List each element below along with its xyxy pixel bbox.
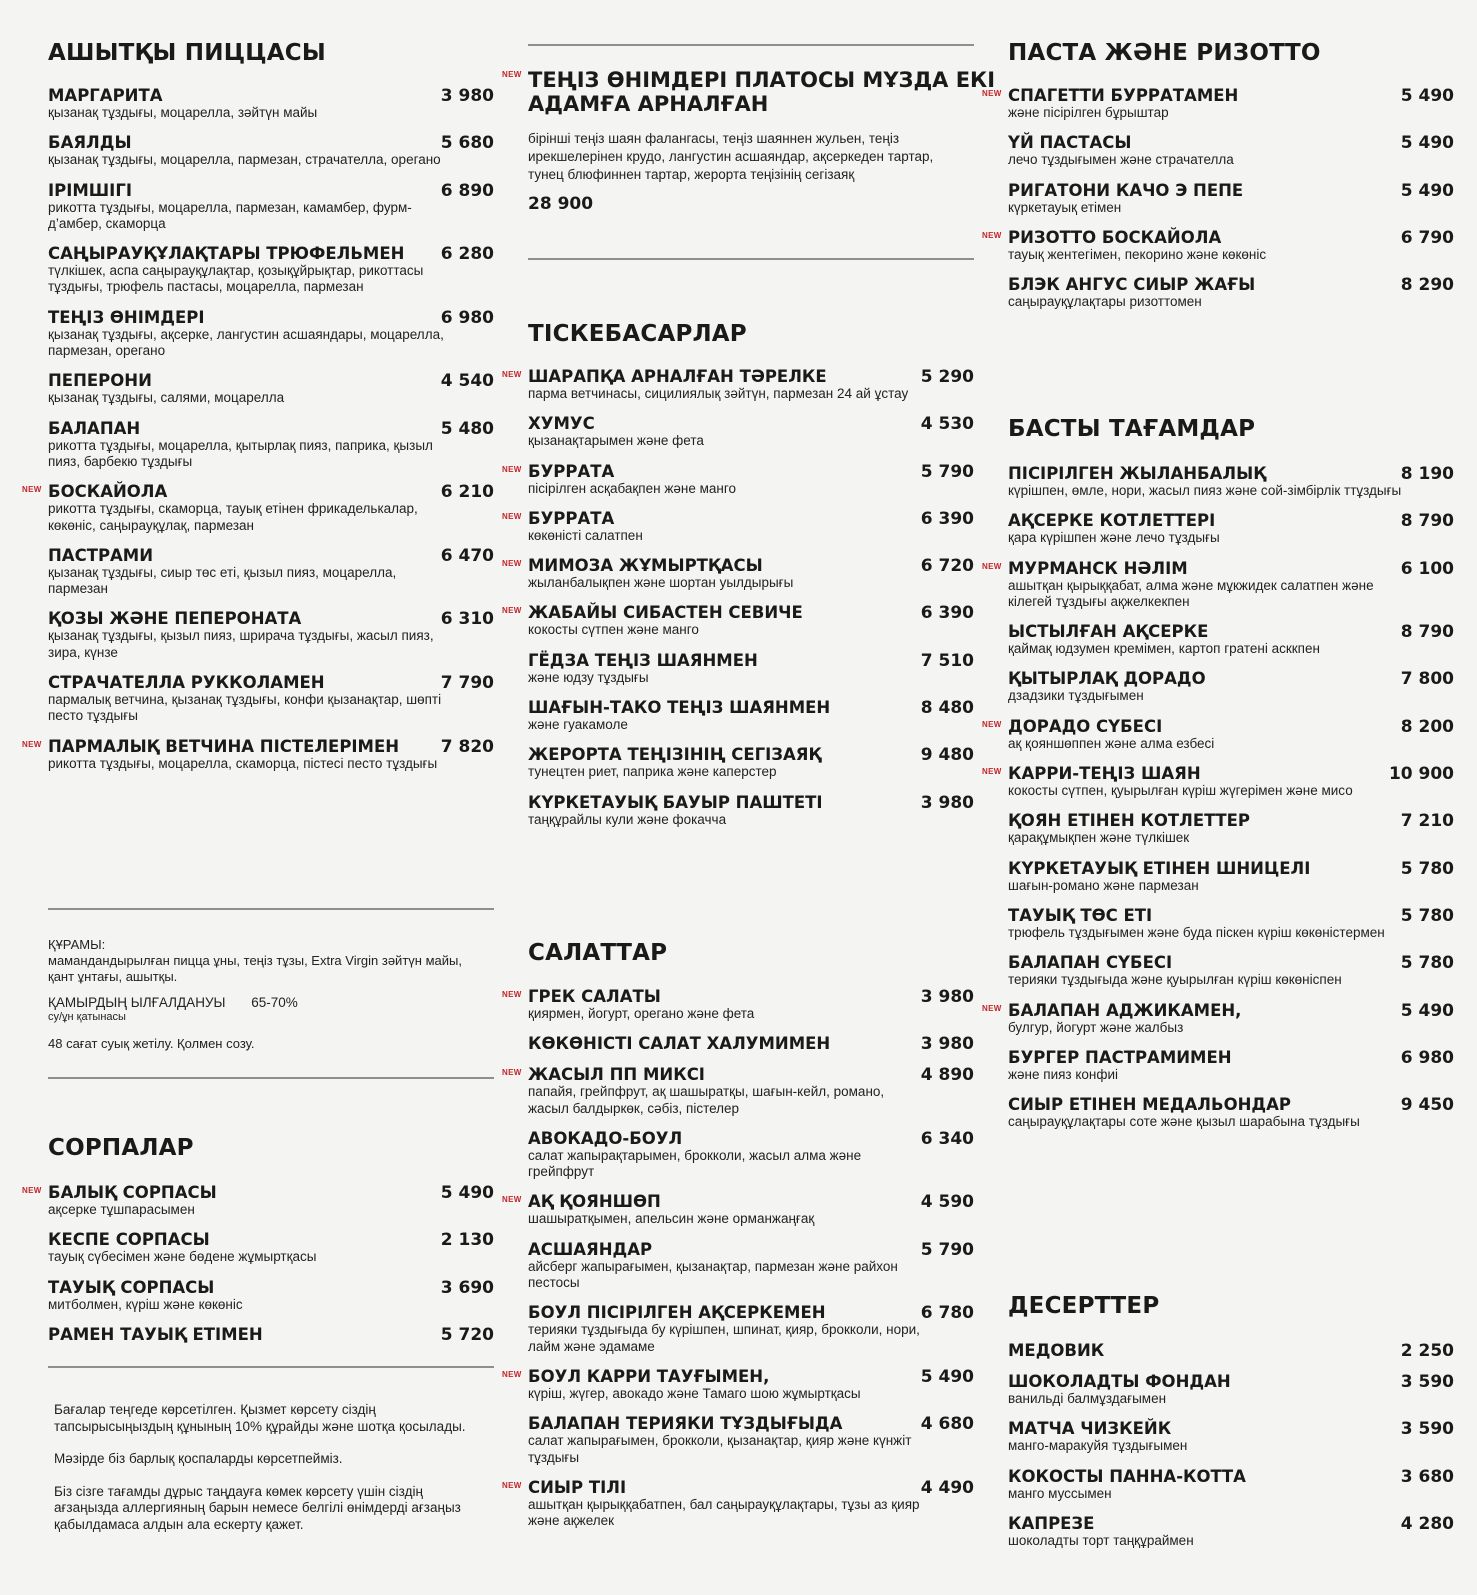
section-title-mains: БАСТЫ ТАҒАМДАР — [1008, 416, 1256, 442]
menu-item — [528, 1241, 974, 1292]
menu-item-name: РИЗОТТО БОСКАЙОЛА — [1008, 227, 1222, 247]
menu-item-name: ҚОЯН ЕТІНЕН КОТЛЕТТЕР — [1008, 811, 1250, 831]
menu-item-description: пісірілген асқабақпен және манго — [528, 480, 736, 496]
menu-item-description: және гуакамоле — [528, 717, 628, 733]
menu-item — [502, 1192, 974, 1227]
menu-item-name: ПАРМАЛЫҚ ВЕТЧИНА ПІСТЕЛЕРІМЕН — [48, 736, 400, 756]
menu-item-description: қызанақ тұздығы, моцарелла, зәйтүн майы — [48, 105, 318, 120]
menu-item-price: 3 980 — [920, 987, 974, 1007]
menu-item-price: 6 790 — [1400, 227, 1454, 248]
menu-item — [982, 764, 1454, 799]
menu-item-price: 6 210 — [440, 482, 494, 503]
new-badge: NEW — [982, 89, 1002, 98]
menu-item-description: түлкішек, аспа саңырауқұлақтар, қозықұйрықтар, рикоттасы тұздығы, трюфель пастасы, моцарелла, пармезан — [48, 263, 424, 295]
menu-item — [48, 245, 494, 296]
menu-item-name: БОСКАЙОЛА — [48, 482, 168, 502]
menu-item-description: қарақұмықпен және түлкішек — [1008, 830, 1190, 846]
starters-list — [502, 367, 974, 828]
menu-item-name: АСШАЯНДАР — [528, 1239, 653, 1259]
section-title-desserts: ДЕСЕРТТЕР — [1008, 1293, 1160, 1319]
new-badge: NEW — [982, 230, 1002, 240]
menu-item — [502, 556, 974, 591]
menu-item-name: БАЯЛДЫ — [48, 133, 132, 153]
menu-item-name: СИЫР ТІЛІ — [528, 1477, 627, 1497]
menu-item — [48, 182, 494, 233]
menu-item-name: МЕДОВИК — [1008, 1341, 1105, 1360]
new-badge: NEW — [22, 739, 42, 749]
menu-item-description: жыланбалықпен және шортан уылдырығы — [528, 575, 794, 591]
menu-item-price: 2 130 — [440, 1230, 494, 1251]
menu-item-name: МИМОЗА ЖҰМЫРТҚАСЫ — [528, 556, 763, 576]
menu-item-name: ПАСТРАМИ — [48, 545, 154, 565]
menu-item-price: 8 480 — [920, 698, 974, 719]
new-badge: NEW — [502, 990, 522, 999]
menu-item-name: ЫСТЫЛҒАН АҚСЕРКЕ — [1008, 622, 1209, 642]
proof-text: 48 сағат суық жетілу. Қолмен созу. — [48, 1036, 255, 1051]
menu-item-name: КАПРЕЗЕ — [1008, 1513, 1095, 1533]
composition-label: ҚҰРАМЫ: — [48, 937, 106, 952]
menu-item-description: папайя, грейпфрут, ақ шашыратқы, шағын-кейл, романо, жасыл балдыркөк, сәбіз, пістелер — [528, 1084, 885, 1116]
menu-item-price: 6 310 — [440, 609, 494, 630]
new-badge: NEW — [502, 1195, 522, 1205]
menu-item — [982, 227, 1454, 263]
divider — [528, 258, 974, 260]
menu-item-price: 5 290 — [920, 367, 974, 387]
menu-item-description: терияки тұздығыда және қуырылған күріш көкөніспен — [1008, 972, 1342, 988]
menu-item-name: СИЫР ЕТІНЕН МЕДАЛЬОНДАР — [1008, 1095, 1291, 1115]
menu-item-description: салат жапырағымен, брокколи, қызанақтар, қияр және күнжіт тұздығы — [528, 1433, 912, 1465]
menu-item-description: шағын-романо және пармезан — [1008, 877, 1199, 893]
composition-block — [48, 937, 478, 1052]
menu-item — [1008, 134, 1454, 168]
menu-item-price: 6 780 — [920, 1303, 974, 1324]
menu-item — [502, 508, 974, 544]
menu-item-description: ашытқан қырыққабатпен, бал саңырауқұлақтары, тұзы аз қияр және ақжелек — [528, 1496, 920, 1529]
menu-item-name: ТАУЫҚ ТӨС ЕТІ — [1008, 905, 1153, 925]
menu-item — [528, 1035, 974, 1053]
menu-item-name: РАМЕН ТАУЫҚ ЕТІМЕН — [48, 1324, 263, 1344]
menu-item — [1008, 1049, 1454, 1083]
menu-item — [1008, 860, 1454, 894]
menu-item-name: ГЁДЗА ТЕҢІЗ ШАЯНМЕН — [528, 650, 758, 670]
menu-item-description: қиярмен, йогурт, орегано және фета — [528, 1006, 755, 1021]
menu-item-name: РИГАТОНИ КАЧО Э ПЕПЕ — [1008, 180, 1244, 200]
menu-item — [22, 736, 494, 772]
menu-item-description: рикотта тұздығы, моцарелла, қытырлақ пияз, паприка, қызыл пияз, барбекю тұздығы — [48, 437, 433, 469]
menu-item-price: 3 590 — [1400, 1372, 1454, 1392]
menu-item-name: ҚЫТЫРЛАҚ ДОРАДО — [1008, 669, 1206, 689]
new-badge: NEW — [502, 1480, 522, 1490]
menu-item-price: 5 490 — [1400, 86, 1454, 106]
menu-item-price: 3 980 — [920, 792, 974, 813]
menu-item-description: кокосты сүтпен және манго — [528, 622, 699, 638]
section-title-soups: СОРПАЛАР — [48, 1135, 194, 1161]
divider — [48, 1366, 494, 1368]
menu-item — [528, 794, 974, 828]
menu-item-name: БАЛАПАН СҮБЕСІ — [1008, 953, 1173, 973]
menu-item-description: қызанақ тұздығы, салями, моцарелла — [48, 390, 285, 406]
new-badge: NEW — [982, 1003, 1002, 1013]
menu-item-description: дзадзики тұздығымен — [1008, 688, 1144, 704]
menu-item-price: 8 200 — [1400, 716, 1454, 737]
section-title-salads: САЛАТТАР — [528, 940, 668, 966]
menu-item-price: 4 890 — [920, 1065, 974, 1086]
menu-item-price: 8 790 — [1400, 622, 1454, 643]
divider — [528, 44, 974, 46]
menu-item — [502, 1477, 974, 1530]
divider — [48, 1077, 494, 1079]
menu-item — [982, 558, 1454, 611]
platter-price: 28 900 — [528, 194, 594, 214]
menu-item-name: МАРГАРИТА — [48, 86, 163, 105]
menu-item — [22, 1183, 494, 1218]
menu-item — [982, 716, 1454, 752]
menu-item-name: ПЕПЕРОНИ — [48, 371, 152, 391]
menu-item-description: тауық жентегімен, пекорино және көкөніс — [1008, 246, 1267, 262]
menu-item-price: 6 280 — [440, 244, 494, 265]
composition-text: мамандандырылған пицца ұны, теңіз тұзы, Extra Virgin зәйтүн майы, қант ұнтағы, ашытқы. — [48, 953, 462, 984]
menu-item — [528, 1130, 974, 1181]
menu-item-price: 6 390 — [920, 603, 974, 624]
menu-item-name: КӨКӨНІСТІ САЛАТ ХАЛУМИМЕН — [528, 1034, 831, 1054]
hydration-value: 65-70% — [251, 995, 298, 1010]
section-title-pizza: АШЫТҚЫ ПИЦЦАСЫ — [48, 40, 326, 66]
menu-item — [528, 746, 974, 780]
menu-item-price: 5 790 — [920, 1239, 974, 1260]
menu-item — [1008, 182, 1454, 216]
menu-item-price: 6 340 — [920, 1128, 974, 1149]
menu-item-description: қызанақ тұздығы, сиыр төс еті, қызыл пияз, моцарелла, пармезан — [48, 564, 397, 597]
menu-item — [1008, 812, 1454, 846]
menu-item — [502, 1065, 974, 1117]
menu-item-name: ШОКОЛАДТЫ ФОНДАН — [1008, 1372, 1231, 1391]
menu-item-name: АҚСЕРКЕ КОТЛЕТТЕРІ — [1008, 511, 1216, 531]
menu-item-price: 5 720 — [440, 1324, 494, 1345]
new-badge: NEW — [502, 370, 522, 379]
menu-item — [48, 372, 494, 406]
platter-title: ТЕҢІЗ ӨНІМДЕРІ ПЛАТОСЫ МҰЗДА ЕКІ АДАМҒА АРНАЛҒАН — [528, 68, 996, 116]
menu-item-name: БУРРАТА — [528, 461, 615, 481]
menu-item-name: АҚ ҚОЯНШӨП — [528, 1192, 661, 1212]
new-badge: NEW — [502, 606, 522, 616]
menu-item-price: 3 980 — [440, 86, 494, 106]
menu-item — [1008, 1468, 1454, 1502]
menu-item — [1008, 512, 1454, 546]
menu-item-price: 5 490 — [1400, 180, 1454, 201]
menu-item — [528, 652, 974, 686]
menu-item-name: КЕСПЕ СОРПАСЫ — [48, 1230, 210, 1250]
menu-item — [48, 134, 494, 168]
menu-item — [1008, 670, 1454, 704]
menu-item-description: күріш, жүгер, авокадо және Тамаго шою жұмыртқасы — [528, 1385, 861, 1401]
menu-item — [1008, 1096, 1454, 1130]
hydration-sub: су/ұн қатынасы — [48, 1011, 126, 1023]
menu-item-price: 6 100 — [1400, 558, 1454, 579]
menu-item-name: БУРГЕР ПАСТРАМИМЕН — [1008, 1047, 1232, 1067]
menu-item — [1008, 623, 1454, 657]
menu-item — [528, 699, 974, 733]
menu-item-description: таңқұрайлы кули және фокачча — [528, 811, 727, 827]
menu-item-name: СТРАЧАТЕЛЛА РУККОЛАМЕН — [48, 673, 325, 693]
menu-item — [48, 87, 494, 121]
menu-item-description: салат жапырақтарымен, брокколи, жасыл алма және грейпфрут — [528, 1147, 862, 1180]
menu-item-description: көкөністі салатпен — [528, 527, 643, 543]
menu-item-description: лечо тұздығымен және страчателла — [1008, 152, 1234, 168]
menu-item-price: 2 250 — [1400, 1341, 1454, 1361]
menu-item-description: рикотта тұздығы, скаморца, тауық етінен фрикаделькалар, көкөніс, саңырауқұлақ, пармезан — [48, 501, 418, 533]
menu-item — [1008, 276, 1454, 310]
menu-item-description: және юдзу тұздығы — [528, 669, 649, 685]
menu-item-name: ШАҒЫН-ТАКО ТЕҢІЗ ШАЯНМЕН — [528, 698, 831, 718]
menu-item-description: тауық сүбесімен және бөдене жұмыртқасы — [48, 1249, 317, 1265]
new-badge: NEW — [502, 559, 522, 569]
soups-list — [22, 1183, 494, 1345]
menu-item-name: АВОКАДО-БОУЛ — [528, 1128, 683, 1148]
footer-ingredients-note: Мәзірде біз барлық қоспаларды көрсетпейміз. — [54, 1451, 343, 1466]
menu-item — [48, 610, 494, 661]
menu-item-name: КҮРКЕТАУЫҚ БАУЫР ПАШТЕТІ — [528, 792, 823, 812]
menu-item-description: және пісірілген бұрыштар — [1008, 105, 1169, 120]
menu-item — [528, 415, 974, 449]
new-badge: NEW — [982, 719, 1002, 729]
menu-item-price: 3 980 — [920, 1034, 974, 1055]
menu-item-description: кокосты сүтпен, қуырылған күріш жүгерімен және мисо — [1008, 783, 1353, 799]
menu-item-description: қызанақ тұздығы, моцарелла, пармезан, страчателла, орегано — [48, 152, 441, 168]
menu-item-description: пармалық ветчина, қызанақ тұздығы, конфи қызанақтар, шөпті песто тұздығы — [48, 692, 442, 724]
menu-item — [502, 1366, 974, 1402]
new-badge: NEW — [502, 1369, 522, 1379]
menu-item-price: 7 800 — [1400, 669, 1454, 690]
menu-item-name: БАЛАПАН АДЖИКАМЕН, — [1008, 1000, 1242, 1020]
menu-item-price: 6 720 — [920, 556, 974, 577]
menu-item-description: рикотта тұздығы, моцарелла, скаморца, пістесі песто тұздығы — [48, 755, 438, 771]
menu-item-price: 10 900 — [1388, 764, 1454, 785]
menu-item — [48, 309, 494, 360]
menu-item-price: 9 480 — [920, 745, 974, 766]
menu-item — [502, 367, 974, 402]
footer-allergy-note: Біз сізге тағамды дұрыс таңдауға көмек көрсету үшін сіздің ағзаңызда аллергияның барын немесе белгілі өнімдерді ағзаңыз қабылдамаса алдын ала ескерту қажет. — [54, 1483, 461, 1532]
menu-item — [982, 86, 1454, 121]
menu-item-price: 7 510 — [920, 650, 974, 671]
menu-item-description: манго-маракуйя тұздығымен — [1008, 1438, 1188, 1454]
menu-item-description: трюфель тұздығымен және буда піскен күріш көкөністермен — [1008, 924, 1385, 940]
menu-item-description: күркетауық етімен — [1008, 199, 1122, 215]
menu-item-price: 3 680 — [1400, 1466, 1454, 1487]
menu-item — [48, 547, 494, 598]
pizza-list — [22, 86, 494, 772]
menu-item-price: 7 820 — [440, 736, 494, 757]
menu-item — [502, 987, 974, 1022]
menu-item-name: БАЛАПАН ТЕРИЯКИ ТҰЗДЫҒЫДА — [528, 1414, 843, 1434]
salads-list — [502, 987, 974, 1529]
menu-item — [502, 461, 974, 497]
menu-item — [528, 1304, 974, 1355]
desserts-list — [1008, 1342, 1454, 1549]
menu-item-price: 4 590 — [920, 1192, 974, 1213]
menu-item — [528, 1415, 974, 1466]
menu-item-name: КОКОСТЫ ПАННА-КОТТА — [1008, 1466, 1246, 1486]
menu-item-description: саңырауқұлақтары ризоттомен — [1008, 294, 1202, 310]
menu-item-price: 9 450 — [1400, 1095, 1454, 1116]
new-badge: NEW — [502, 464, 522, 474]
menu-item-description: терияки тұздығыда бу күрішпен, шпинат, қияр, брокколи, нори, лайм және эдамаме — [528, 1322, 920, 1354]
new-badge: NEW — [22, 485, 42, 495]
menu-item — [1008, 1515, 1454, 1549]
menu-item-price: 5 780 — [1400, 953, 1454, 974]
menu-item-description: қара күрішпен және лечо тұздығы — [1008, 530, 1220, 546]
hydration-label: ҚАМЫРДЫҢ ЫЛҒАЛДАНУЫ — [48, 995, 226, 1010]
menu-item-price: 8 190 — [1400, 464, 1454, 484]
menu-item-price: 5 480 — [440, 418, 494, 439]
new-badge: NEW — [22, 1186, 42, 1195]
menu-item-name: БАЛАПАН — [48, 418, 141, 438]
hydration-row — [48, 995, 478, 1011]
menu-item-price: 4 280 — [1400, 1513, 1454, 1534]
menu-item — [502, 603, 974, 638]
divider — [48, 908, 494, 910]
menu-item-name: БОУЛ ПІСІРІЛГЕН АҚСЕРКЕМЕН — [528, 1303, 826, 1323]
menu-item-description: және пияз конфиі — [1008, 1066, 1119, 1082]
menu-item-price: 3 690 — [440, 1277, 494, 1298]
menu-item-price: 5 490 — [920, 1366, 974, 1387]
menu-item-description: булгур, йогурт және жалбыз — [1008, 1019, 1184, 1035]
menu-item-name: ТЕҢІЗ ӨНІМДЕРІ — [48, 307, 205, 327]
platter-block — [502, 68, 998, 214]
menu-item-price: 8 790 — [1400, 511, 1454, 532]
menu-item-price: 5 490 — [1400, 133, 1454, 154]
menu-item — [48, 1231, 494, 1265]
footer-prices-note: Бағалар теңгеде көрсетілген. Қызмет көрсету сіздің тапсырысыңыздың құнының 10% құрайды және шотқа қосылады. — [54, 1402, 466, 1434]
menu-item-description: тунецтен риет, паприка және каперстер — [528, 764, 777, 780]
menu-item-name: ХУМУС — [528, 414, 595, 434]
menu-item-price: 6 390 — [920, 508, 974, 529]
menu-item-name: ҮЙ ПАСТАСЫ — [1008, 133, 1132, 153]
menu-item-price: 3 590 — [1400, 1419, 1454, 1440]
menu-item-description: парма ветчинасы, сицилиялық зәйтүн, пармезан 24 ай ұстау — [528, 386, 909, 401]
menu-item-price: 4 530 — [920, 414, 974, 435]
menu-item-name: СПАГЕТТИ БУРРАТАМЕН — [1008, 86, 1239, 105]
menu-item-price: 4 680 — [920, 1414, 974, 1435]
menu-item-description: шашыратқымен, апельсин және орманжаңғақ — [528, 1211, 815, 1227]
menu-item-price: 6 470 — [440, 545, 494, 566]
menu-item — [1008, 907, 1454, 941]
menu-item-description: қызанақ тұздығы, ақсерке, лангустин асшаяндары, моцарелла, пармезан, орегано — [48, 326, 444, 359]
menu-item-name: БОУЛ КАРРИ ТАУҒЫМЕН, — [528, 1366, 770, 1386]
menu-item — [1008, 1373, 1454, 1407]
menu-item-price: 5 680 — [440, 133, 494, 154]
menu-item-price: 7 790 — [440, 673, 494, 694]
mains-list — [982, 464, 1454, 1130]
menu-item-name: ЖАБАЙЫ СИБАСТЕН СЕВИЧЕ — [528, 603, 803, 623]
new-badge: NEW — [502, 70, 522, 79]
menu-item-price: 6 980 — [440, 307, 494, 328]
menu-item-name: БЛЭК АНГУС СИЫР ЖАҒЫ — [1008, 275, 1256, 295]
menu-item-name: ЖЕРОРТА ТЕҢІЗІНІҢ СЕГІЗАЯҚ — [528, 745, 822, 765]
menu-item-description: рикотта тұздығы, моцарелла, пармезан, камамбер, фурм-д’амбер, скаморца — [48, 199, 412, 231]
menu-item-description: айсберг жапырағымен, қызанақтар, пармезан және райхон пестосы — [528, 1258, 898, 1291]
menu-item-name: ТАУЫҚ СОРПАСЫ — [48, 1277, 215, 1297]
menu-item — [48, 674, 494, 725]
menu-item — [1008, 1420, 1454, 1454]
menu-item-price: 6 980 — [1400, 1047, 1454, 1068]
footer-notes — [54, 1402, 484, 1533]
menu-item — [1008, 465, 1454, 499]
menu-item-price: 7 210 — [1400, 811, 1454, 832]
section-title-pasta: ПАСТА ЖӘНЕ РИЗОТТО — [1008, 40, 1321, 66]
menu-item-description: манго муссымен — [1008, 1485, 1112, 1501]
menu-item-price: 4 540 — [440, 371, 494, 392]
menu-item-name: САҢЫРАУҚҰЛАҚТАРЫ ТРЮФЕЛЬМЕН — [48, 244, 405, 264]
menu-item-name: КҮРКЕТАУЫҚ ЕТІНЕН ШНИЦЕЛІ — [1008, 858, 1311, 878]
menu-item-description: ақсерке тұшпарасымен — [48, 1202, 195, 1217]
new-badge: NEW — [502, 511, 522, 521]
menu-item-price: 5 780 — [1400, 905, 1454, 926]
menu-item-price: 5 490 — [440, 1183, 494, 1203]
new-badge: NEW — [982, 561, 1002, 571]
menu-item-name: ГРЕК САЛАТЫ — [528, 987, 661, 1006]
menu-item-description: қызанақ тұздығы, қызыл пияз, шрирача тұздығы, жасыл пияз, зира, күнзе — [48, 628, 434, 660]
menu-item-name: ШАРАПҚА АРНАЛҒАН ТӘРЕЛКЕ — [528, 367, 827, 386]
menu-item-name: ҚОЗЫ ЖӘНЕ ПЕПЕРОНАТА — [48, 609, 302, 629]
menu-item — [48, 1279, 494, 1313]
menu-item-name: ДОРАДО СҮБЕСІ — [1008, 716, 1163, 736]
menu-item-price: 5 780 — [1400, 858, 1454, 879]
menu-item-name: ІРІМШІГІ — [48, 180, 132, 200]
menu-item-price: 6 890 — [440, 180, 494, 201]
menu-item-price: 5 490 — [1400, 1000, 1454, 1021]
section-title-starters: ТІСКЕБАСАРЛАР — [528, 321, 747, 347]
menu-item — [48, 1326, 494, 1344]
pasta-list — [982, 86, 1454, 310]
menu-item-name: МАТЧА ЧИЗКЕЙК — [1008, 1419, 1172, 1439]
new-badge: NEW — [982, 767, 1002, 777]
new-badge: NEW — [502, 1068, 522, 1078]
menu-item-description: қызанақтарымен және фета — [528, 433, 704, 449]
menu-item — [22, 482, 494, 534]
menu-item-description: қаймақ юдзумен кремімен, картоп гратені асккпен — [1008, 641, 1320, 657]
menu-item — [1008, 954, 1454, 988]
menu-item — [1008, 1342, 1454, 1360]
menu-item-price: 5 790 — [920, 461, 974, 482]
menu-item-description: ванильді балмұздағымен — [1008, 1391, 1167, 1406]
menu-item-description: митболмен, күріш және көкөніс — [48, 1296, 243, 1312]
menu-item-price: 4 490 — [920, 1477, 974, 1498]
menu-item-description: шоколадты торт таңқұраймен — [1008, 1532, 1194, 1548]
menu-item-name: ПІСІРІЛГЕН ЖЫЛАНБАЛЫҚ — [1008, 464, 1266, 483]
menu-item-description: саңырауқұлақтары соте және қызыл шарабына тұздығы — [1008, 1114, 1360, 1130]
menu-item — [982, 1000, 1454, 1036]
menu-item-name: БАЛЫҚ СОРПАСЫ — [48, 1183, 217, 1202]
menu-item-description: ашытқан қырыққабат, алма және мұкжидек салатпен және кілегей тұздығы ақжелкекпен — [1008, 577, 1374, 609]
menu-item-name: КАРРИ-ТЕҢІЗ ШАЯН — [1008, 764, 1201, 784]
menu-item-name: МУРМАНСК НӘЛІМ — [1008, 558, 1188, 578]
platter-desc: бірінші теңіз шаян фалангасы, теңіз шаяннен жульен, теңіз ирекшелерінен крудо, лангустин асшаяндар, ақсеркеден тартар, тунец блюфиннен тартар, жерорта теңізінің сегізаяқ — [528, 131, 934, 182]
menu-item-price: 8 290 — [1400, 275, 1454, 296]
menu-item-description: күрішпен, өмле, нори, жасыл пияз және сой-зімбірлік ттұздығы — [1008, 483, 1402, 498]
menu-item-description: ақ қояншөппен және алма езбесі — [1008, 735, 1215, 751]
menu-item-name: ЖАСЫЛ ПП МИКСІ — [528, 1065, 705, 1085]
menu-item — [48, 420, 494, 471]
menu-item-name: БУРРАТА — [528, 508, 615, 528]
